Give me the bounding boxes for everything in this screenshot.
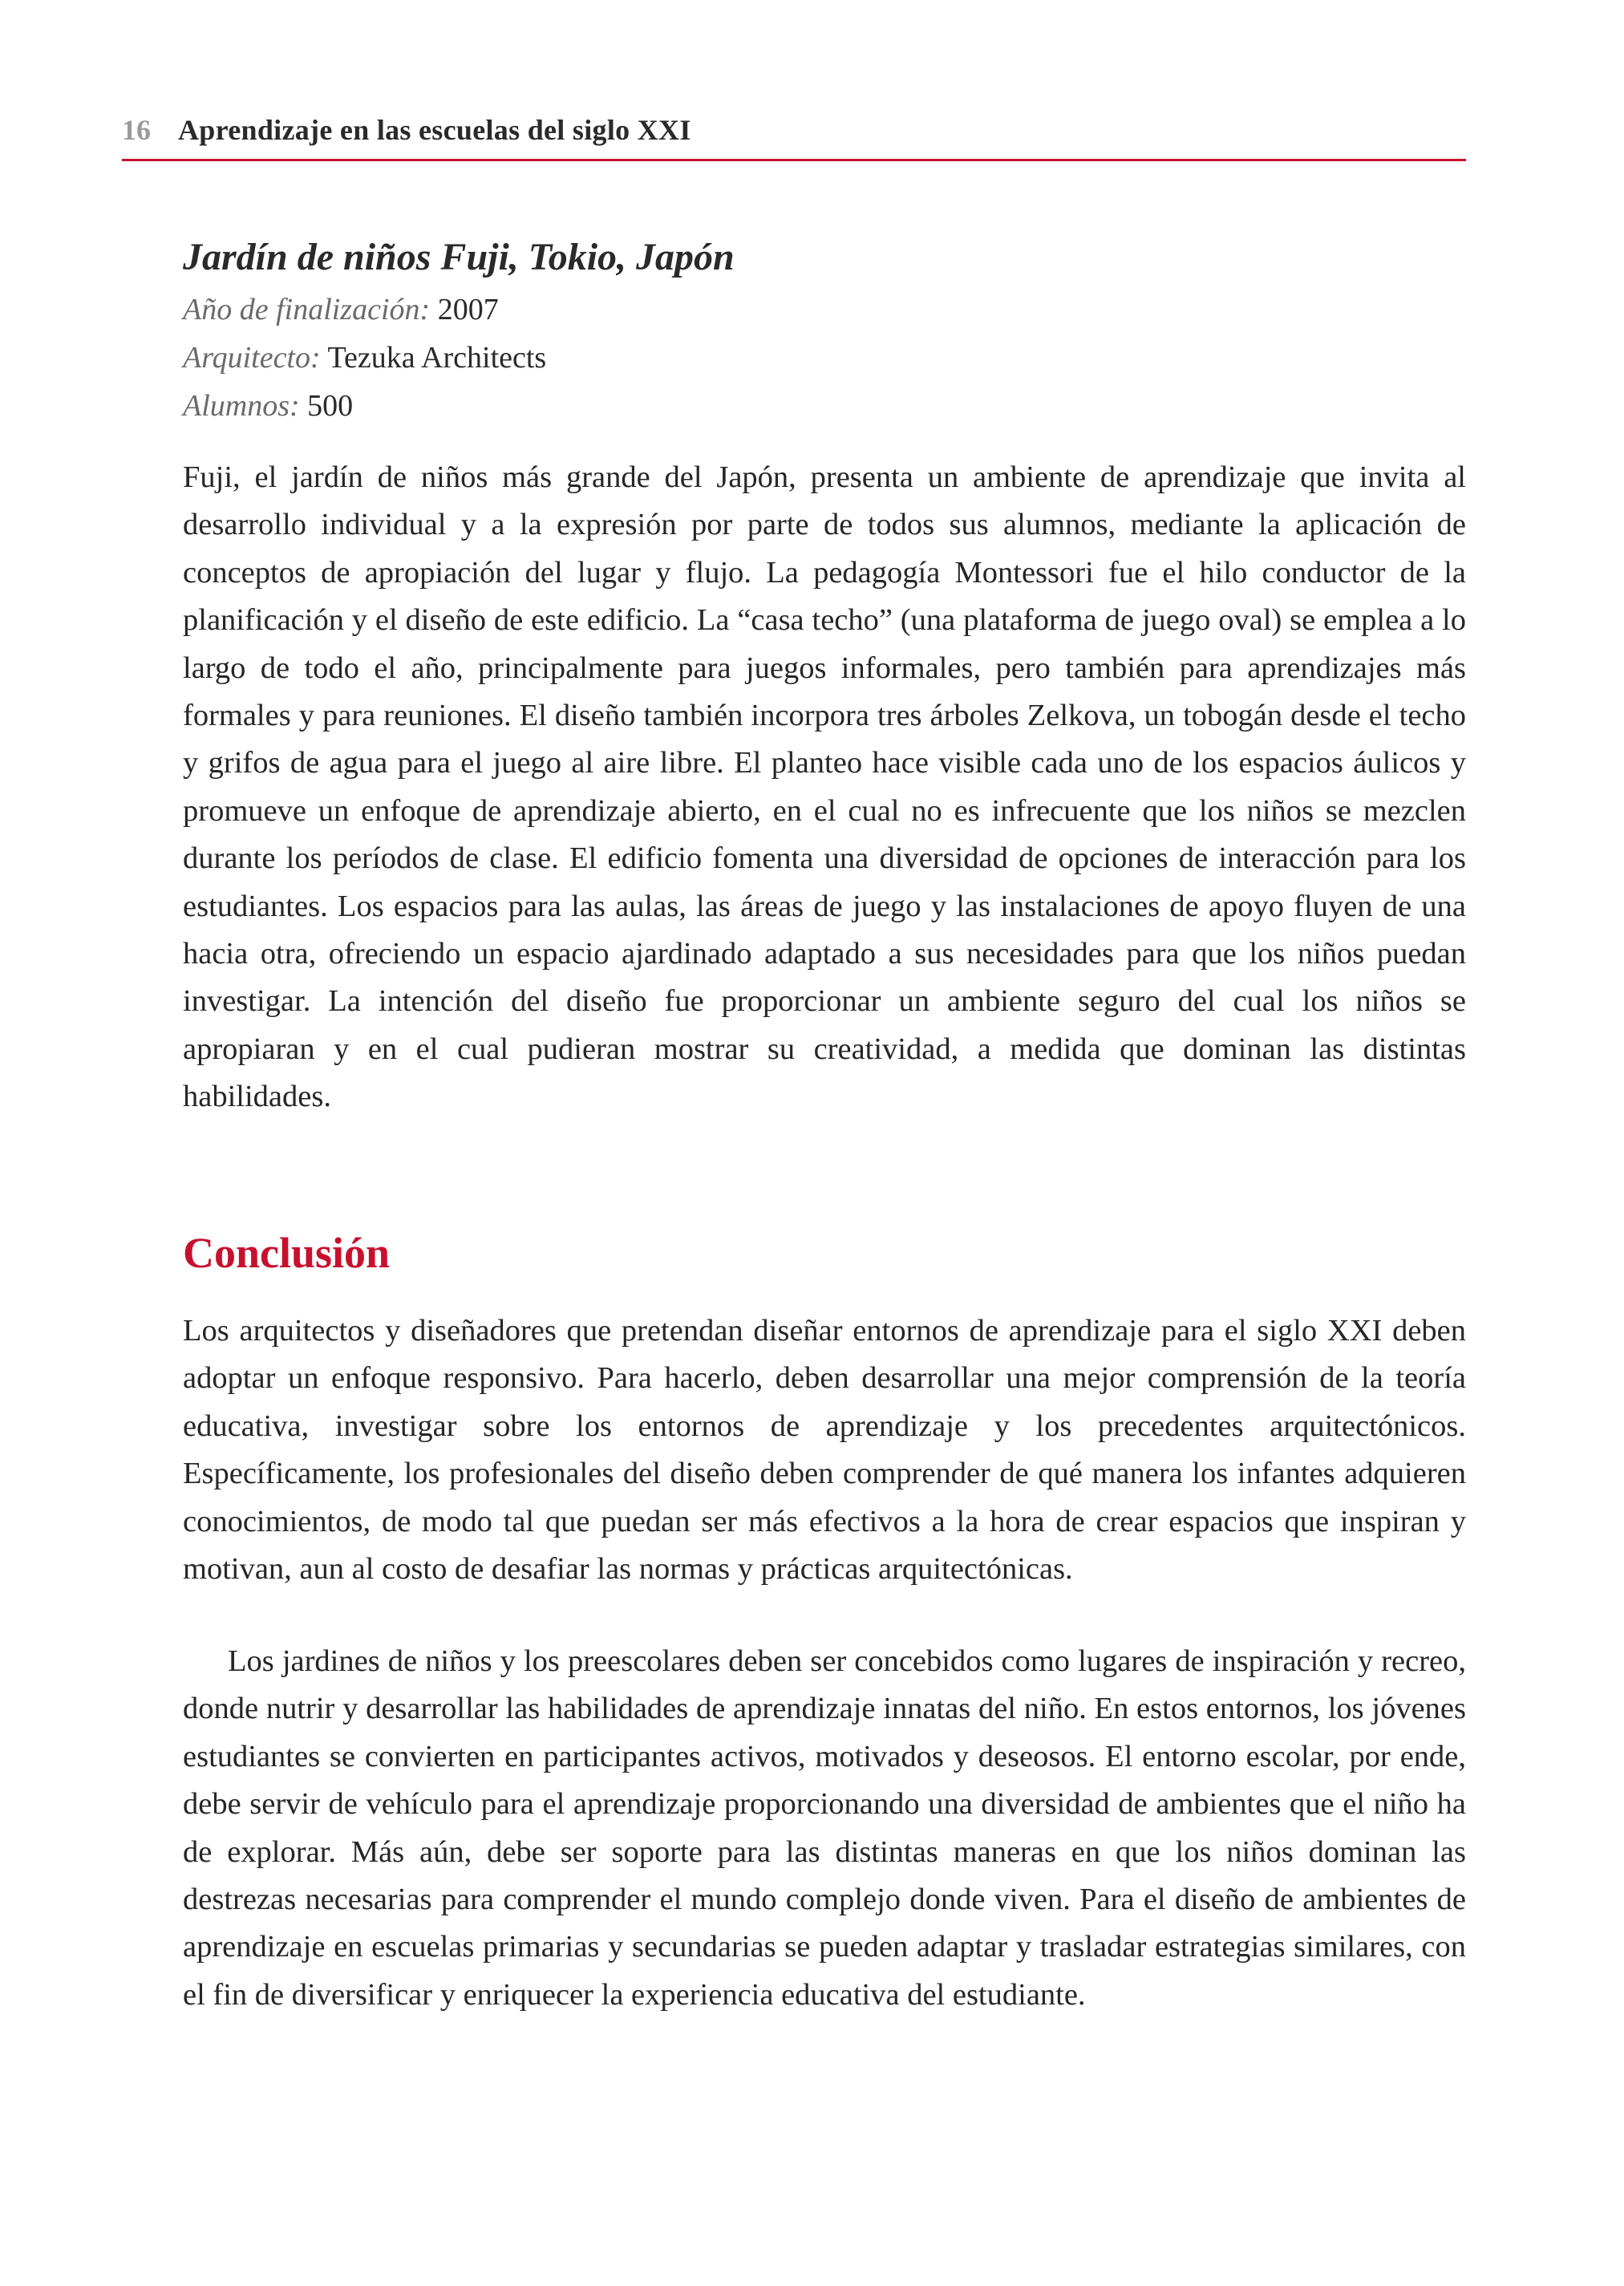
architect-value: Tezuka Architects	[327, 341, 547, 375]
case-study-block	[183, 229, 1466, 430]
page-number: 16	[122, 114, 151, 146]
students-value: 500	[307, 389, 354, 423]
page-header	[122, 111, 1466, 161]
conclusion-paragraph-2: Los jardines de niños y los preescolares deben ser concebidos como lugares de inspiración y recreo, donde nutrir y desarrollar las habilidades de aprendizaje innatas del niño. En estos entornos, los jóvenes estudiantes se convierten en participantes activos, motivados y deseosos. El entorno escolar, por ende, debe servir de vehículo para el aprendizaje proporcionando una diversidad de ambientes que el niño ha de explorar. Más aún, debe ser soporte para las distintas maneras en que los niños dominan las destrezas necesarias para comprender el mundo complejo donde viven. Para el diseño de ambientes de aprendizaje en escuelas primarias y secundarias se pueden adaptar y trasladar estrategias similares, con el fin de diversificar y enriquecer la experiencia educativa del estudiante.	[183, 1644, 1466, 2012]
case-study-paragraph: Fuji, el jardín de niños más grande del Japón, presenta un ambiente de aprendizaje que invita al desarrollo individual y a la expresión por parte de todos sus alumnos, mediante la aplicación de conceptos de apropiación del lugar y flujo. La pedagogía Montessori fue el hilo conductor de la planificación y el diseño de este edificio. La “casa techo” (una plataforma de juego oval) se emplea a lo largo de todo el año, principalmente para juegos informales, pero también para aprendizajes más formales y para reuniones. El diseño también incorpora tres árboles Zelkova, un tobogán desde el techo y grifos de agua para el juego al aire libre. El planteo hace visible cada uno de los espacios áulicos y promueve un enfoque de aprendizaje abierto, en el cual no es infrecuente que los niños se mezclen durante los períodos de clase. El edificio fomenta una diversidad de opciones de interacción para los estudiantes. Los espacios para las aulas, las áreas de juego y las instalaciones de apoyo fluyen de una hacia otra, ofreciendo un espacio ajardinado adaptado a sus necesidades para que los niños puedan investigar. La intención del diseño fue proporcionar un ambiente seguro del cual los niños se apropiaran y en el cual pudieran mostrar su creatividad, a medida que dominan las distintas habilidades.	[183, 460, 1466, 1114]
conclusion-heading: Conclusión	[183, 1229, 391, 1277]
students-label: Alumnos:	[183, 389, 300, 423]
completion-value: 2007	[437, 293, 499, 326]
students-line	[183, 382, 1466, 430]
architect-label: Arquitecto:	[183, 341, 321, 375]
completion-label: Año de finalización:	[183, 293, 431, 326]
case-study-title: Jardín de niños Fuji, Tokio, Japón	[183, 236, 735, 278]
conclusion-paragraph-1: Los arquitectos y diseñadores que pretendan diseñar entornos de aprendizaje para el siglo XXI deben adoptar un enfoque responsivo. Para hacerlo, deben desarrollar una mejor comprensión de la teoría educativa, investigar sobre los entornos de aprendizaje y los precedentes arquitectónicos. Específicamente, los profesionales del diseño deben comprender de qué manera los infantes adquieren conocimientos, de modo tal que puedan ser más efectivos a la hora de crear espacios que inspiran y motivan, aun al costo de desafiar las normas y prácticas arquitectónicas.	[183, 1314, 1466, 1587]
architect-line	[183, 334, 1466, 382]
completion-year-line	[183, 286, 1466, 334]
running-title: Aprendizaje en las escuelas del siglo XXI	[178, 114, 691, 146]
